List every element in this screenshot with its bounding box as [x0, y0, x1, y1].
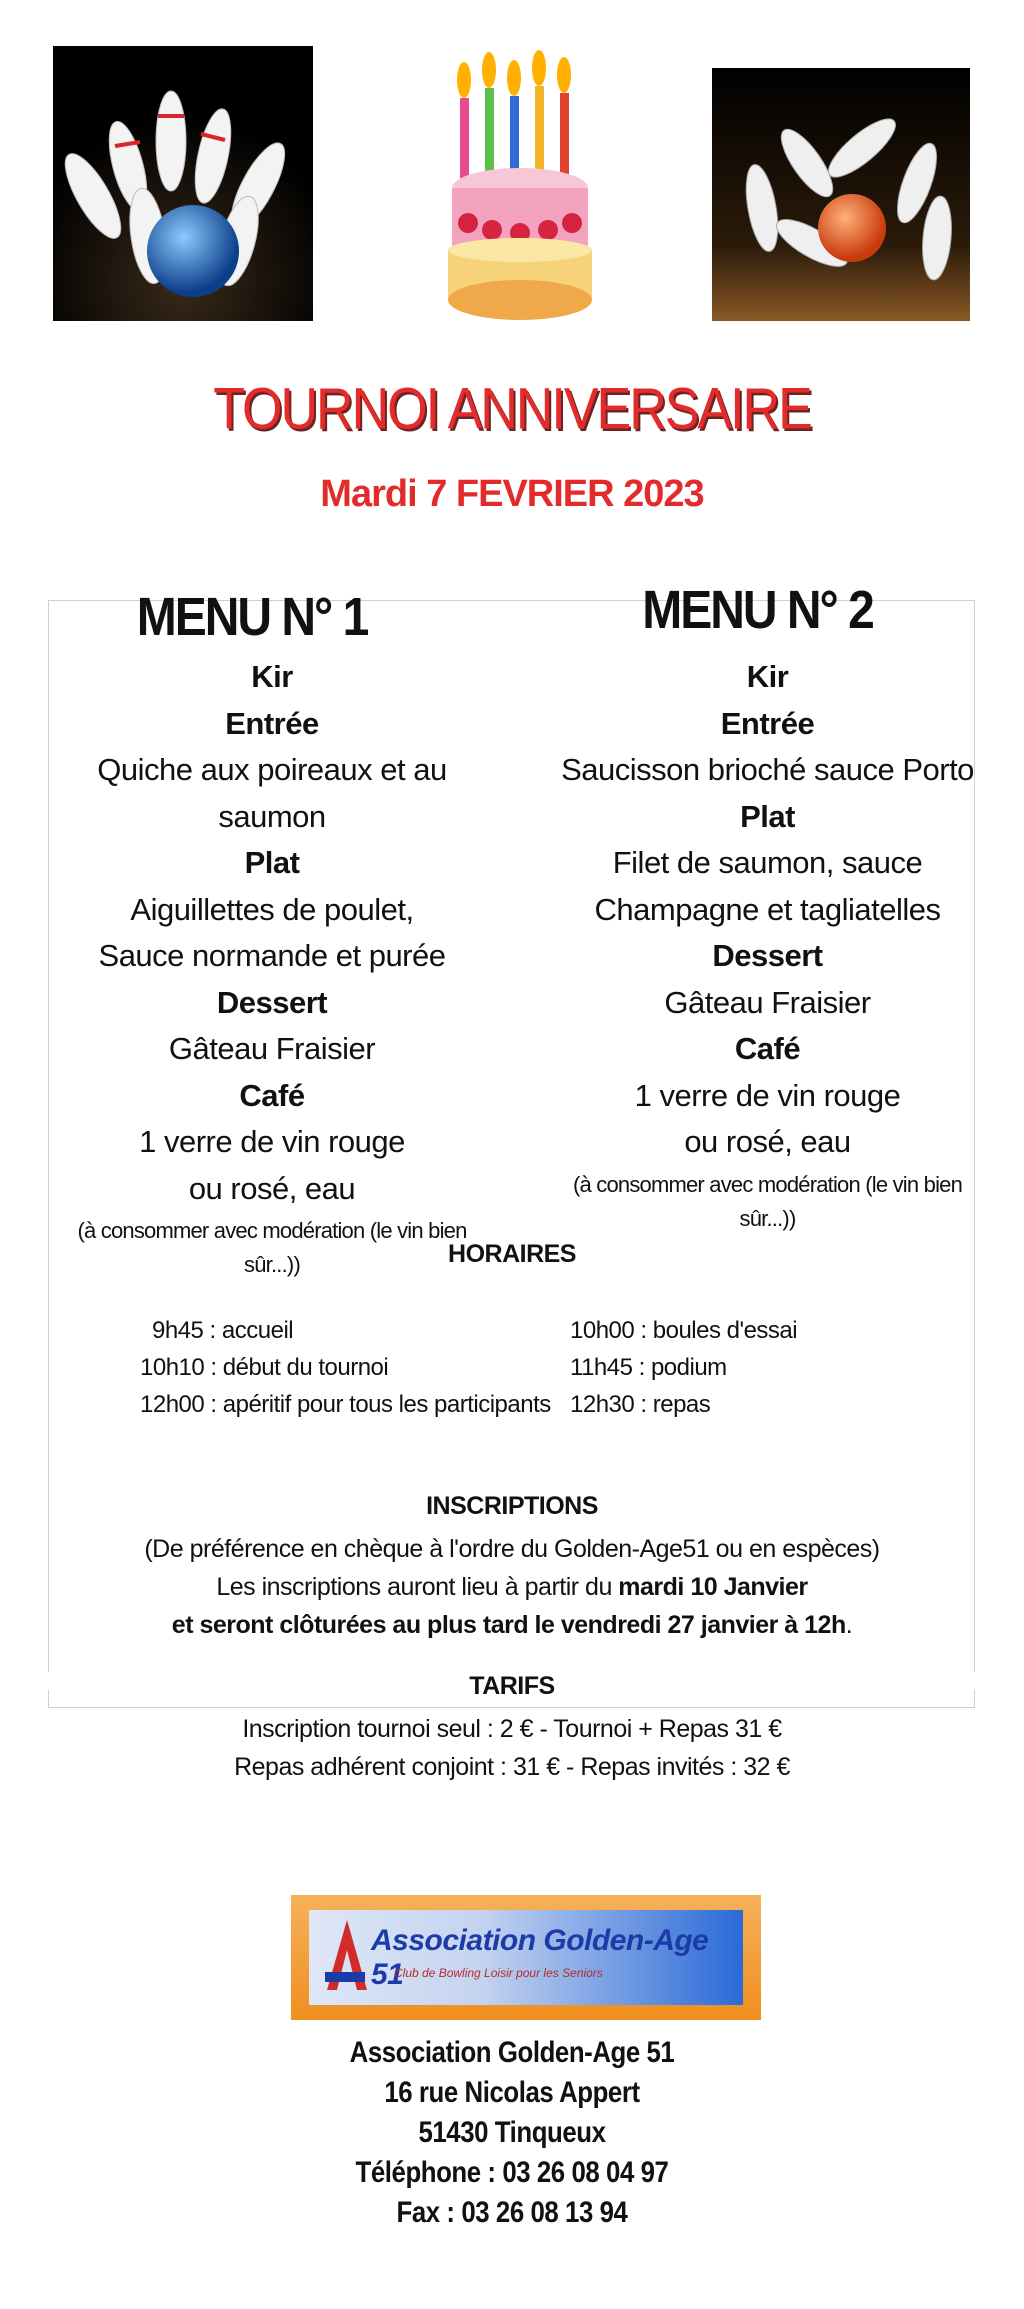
- logo-name: Association Golden-Age 51: [371, 1924, 709, 1991]
- menu-line: Dessert: [712, 938, 823, 973]
- inscriptions-suffix: .: [845, 1611, 853, 1639]
- bowling-strike-icon: [712, 68, 970, 321]
- menu-line: Café: [734, 1031, 801, 1066]
- menu-line: Filet de saumon, sauce: [612, 845, 923, 880]
- tarif-line: Repas adhérent conjoint : 31 € - Repas invités : 32 €: [234, 1753, 790, 1781]
- logo-a-icon: [317, 1910, 377, 2005]
- schedule-left: [140, 1312, 551, 1423]
- menu-2: [545, 575, 990, 1236]
- menu-note: (à consommer avec modération (le vin bien sûr...)): [572, 1171, 963, 1231]
- menu-line: Plat: [244, 845, 300, 880]
- menu-line: ou rosé, eau: [188, 1170, 356, 1206]
- schedule-item: 10h00 : boules d'essai: [570, 1317, 798, 1344]
- inscriptions-deadline: et seront clôturées au plus tard le vendredi 27 janvier à 12h: [171, 1611, 846, 1639]
- address-fax: Fax : 03 26 08 13 94: [396, 2196, 628, 2229]
- menu-line: Plat: [740, 798, 795, 834]
- birthday-cake-icon: [440, 38, 600, 340]
- menu-line: 1 verre de vin rouge: [139, 1124, 405, 1159]
- contact-address: [0, 2033, 1024, 2233]
- event-title: TOURNOI ANNIVERSAIRE: [213, 377, 811, 443]
- menu-line: Gâteau Fraisier: [664, 984, 871, 1020]
- schedule-item: 12h30 : repas: [570, 1391, 711, 1418]
- inscriptions-line: [0, 1606, 1024, 1644]
- event-date: Mardi 7 FEVRIER 2023: [320, 473, 704, 515]
- address-city: 51430 Tinqueux: [418, 2116, 606, 2149]
- horaires-title: HORAIRES: [448, 1240, 576, 1268]
- menu-line: Saucisson brioché sauce Porto: [561, 752, 974, 787]
- schedule-item: 9h45 : accueil: [152, 1317, 294, 1344]
- logo-tagline: Club de Bowling Loisir pour les Seniors: [394, 1966, 603, 1980]
- schedule-item: 12h00 : apéritif pour tous les participants: [140, 1391, 551, 1418]
- menu-line: Gâteau Fraisier: [168, 1031, 376, 1066]
- menu-line: Kir: [251, 659, 293, 694]
- menu-line: Entrée: [225, 705, 319, 741]
- tarifs-text: [0, 1710, 1024, 1786]
- bowling-strike-image: [712, 68, 970, 321]
- schedule-item: 10h10 : début du tournoi: [140, 1354, 389, 1381]
- menu-lines: [48, 654, 496, 1212]
- menu-heading: MENU N° 2: [642, 580, 873, 641]
- birthday-cake-image: [440, 38, 600, 340]
- schedule-right: [570, 1312, 797, 1423]
- association-logo: [291, 1895, 761, 2020]
- address-phone: Téléphone : 03 26 08 04 97: [355, 2156, 669, 2189]
- address-name: Association Golden-Age 51: [349, 2036, 675, 2069]
- menu-line: Entrée: [720, 705, 815, 741]
- menu-line: Quiche aux poireaux et au saumon: [97, 752, 447, 834]
- tarif-line: Inscription tournoi seul : 2 € - Tournoi + Repas 31 €: [242, 1715, 782, 1743]
- inscriptions-line: (De préférence en chèque à l'ordre du Golden-Age51 ou en espèces): [144, 1535, 880, 1563]
- address-street: 16 rue Nicolas Appert: [384, 2076, 640, 2109]
- menu-line: Aiguillettes de poulet,: [130, 891, 414, 927]
- menu-note: (à consommer avec modération (le vin bien sûr...)): [77, 1218, 467, 1277]
- menu-line: Champagne et tagliatelles: [594, 891, 941, 927]
- logo-banner: [309, 1910, 743, 2005]
- menu-lines: [545, 654, 990, 1166]
- menu-line: Sauce normande et purée: [98, 938, 446, 973]
- bowling-pins-icon: [53, 46, 313, 321]
- menu-line: Kir: [746, 659, 789, 694]
- menu-1: [48, 582, 496, 1282]
- menu-line: ou rosé, eau: [684, 1124, 851, 1159]
- inscriptions-line: [0, 1568, 1024, 1606]
- inscriptions-prefix: Les inscriptions auront lieu à partir du: [216, 1573, 619, 1601]
- menu-line: Café: [239, 1077, 305, 1113]
- inscriptions-text: [0, 1530, 1024, 1644]
- menu-line: Dessert: [216, 984, 328, 1020]
- menu-heading: MENU N° 1: [136, 587, 368, 648]
- tarifs-title: TARIFS: [0, 1672, 1024, 1701]
- inscriptions-title: INSCRIPTIONS: [426, 1492, 598, 1520]
- inscriptions-start-date: mardi 10 Janvier: [618, 1573, 808, 1601]
- bowling-pins-image: [53, 46, 313, 321]
- menu-line: 1 verre de vin rouge: [634, 1077, 901, 1113]
- schedule-item: 11h45 : podium: [570, 1354, 727, 1381]
